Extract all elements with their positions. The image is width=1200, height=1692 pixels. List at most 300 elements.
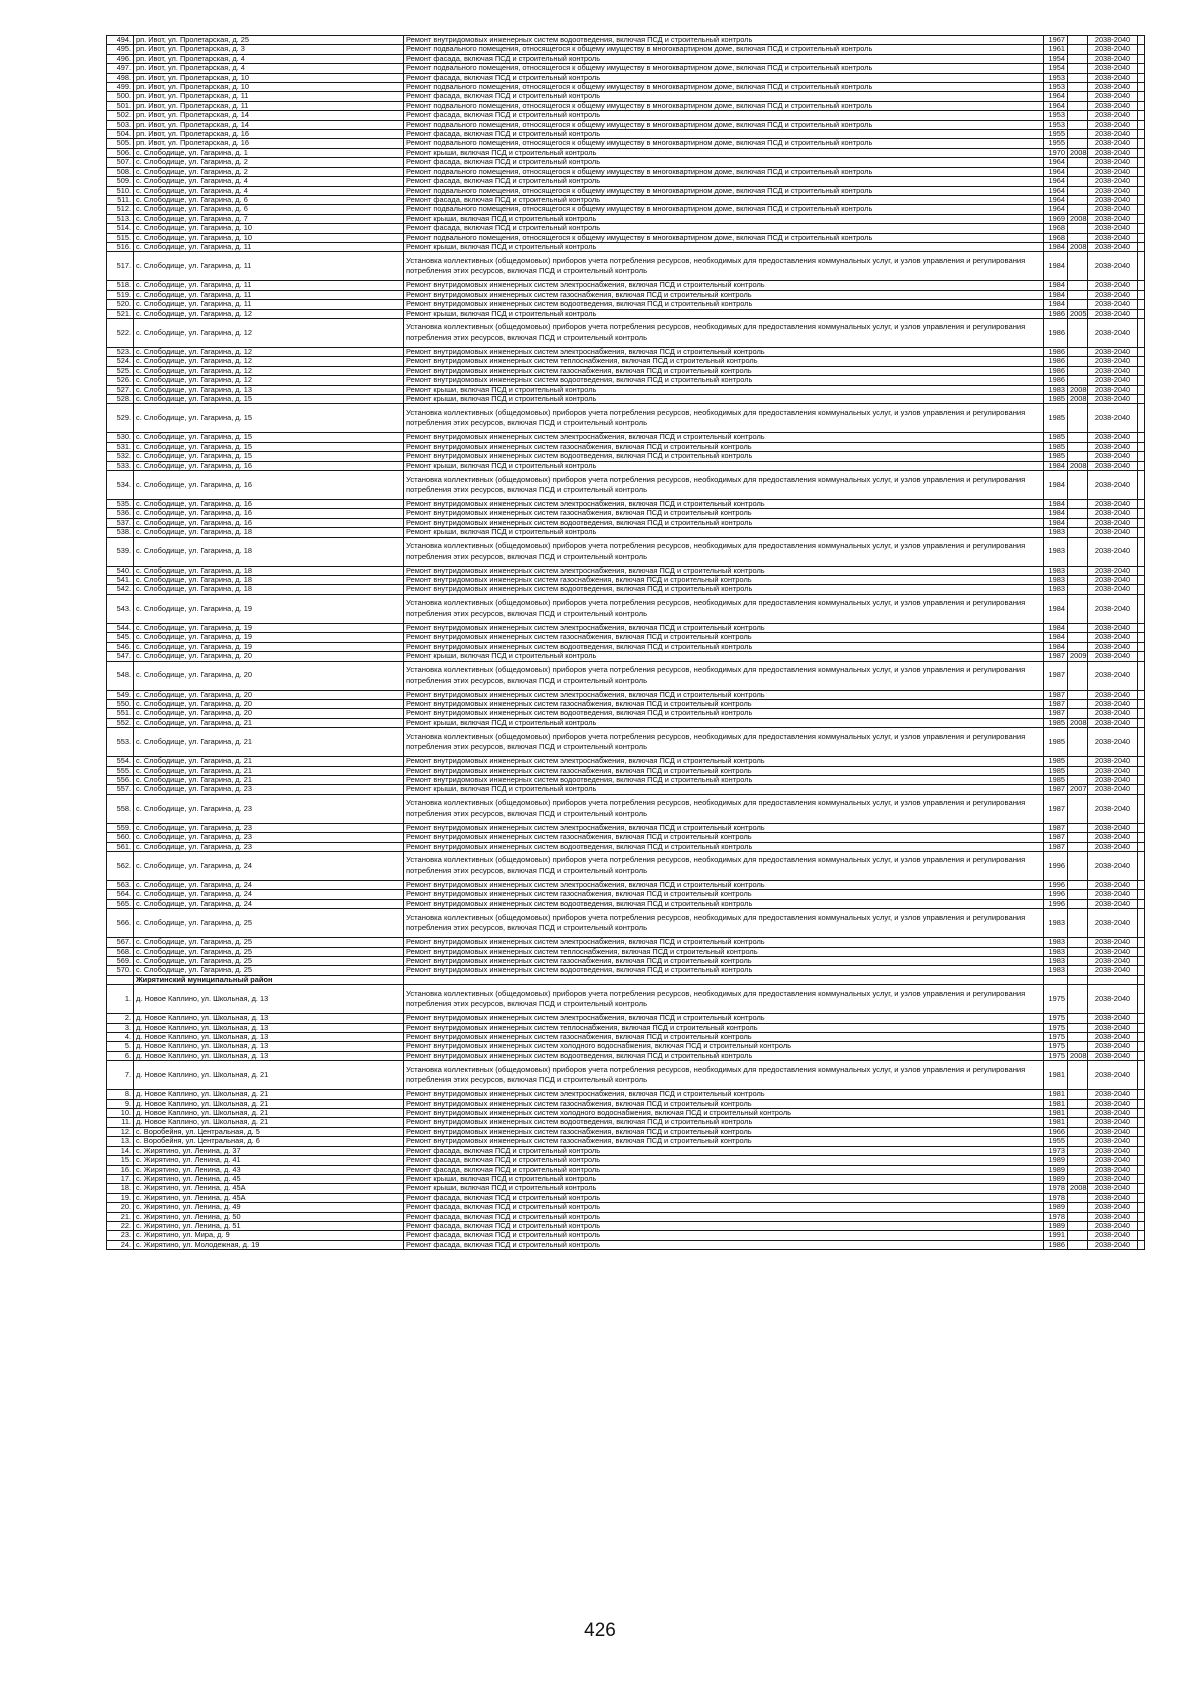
address-cell: с. Слободище, ул. Гагарина, д. 15 — [134, 395, 404, 404]
planned-period-cell: 2038-2040 — [1088, 101, 1138, 110]
planned-period-cell: 2038-2040 — [1088, 366, 1138, 375]
planned-period-cell: 2038-2040 — [1088, 64, 1138, 73]
spacer-cell — [1138, 537, 1145, 566]
build-year-cell: 1984 — [1044, 252, 1068, 281]
spacer-cell — [1138, 224, 1145, 233]
address-cell: с. Слободище, ул. Гагарина, д. 20 — [134, 652, 404, 661]
last-repair-year-cell — [1068, 224, 1088, 233]
address-cell: с. Слободище, ул. Гагарина, д. 4 — [134, 177, 404, 186]
planned-period-cell: 2038-2040 — [1088, 1137, 1138, 1146]
build-year-cell: 1989 — [1044, 1165, 1068, 1174]
planned-period-cell: 2038-2040 — [1088, 167, 1138, 176]
build-year-cell: 1987 — [1044, 823, 1068, 832]
planned-period-cell: 2038-2040 — [1088, 766, 1138, 775]
build-year-cell: 1987 — [1044, 709, 1068, 718]
row-number: 501. — [107, 101, 134, 110]
planned-period-cell: 2038-2040 — [1088, 1193, 1138, 1202]
row-number: 3. — [107, 1023, 134, 1032]
last-repair-year-cell — [1068, 890, 1088, 899]
build-year-cell: 1966 — [1044, 1127, 1068, 1136]
row-number: 563. — [107, 880, 134, 889]
build-year-cell: 1989 — [1044, 1156, 1068, 1165]
table-row — [107, 1156, 1145, 1165]
address-cell: с. Слободище, ул. Гагарина, д. 21 — [134, 757, 404, 766]
build-year-cell: 1984 — [1044, 281, 1068, 290]
last-repair-year-cell — [1068, 1109, 1088, 1118]
address-cell: с. Слободище, ул. Гагарина, д. 16 — [134, 518, 404, 527]
table-row — [107, 766, 1145, 775]
row-number: 520. — [107, 300, 134, 309]
spacer-cell — [1138, 1137, 1145, 1146]
address-cell: с. Жирятино, ул. Ленина, д. 41 — [134, 1156, 404, 1165]
repair-schedule-table — [106, 35, 1145, 1250]
spacer-cell — [1138, 576, 1145, 585]
spacer-cell — [1138, 833, 1145, 842]
work-type-cell: Ремонт внутридомовых инженерных систем электроснабжения, включая ПСД и строительный контроль — [404, 500, 1044, 509]
row-number: 540. — [107, 566, 134, 575]
planned-period-cell: 2038-2040 — [1088, 1165, 1138, 1174]
table-row — [107, 385, 1145, 394]
planned-period-cell: 2038-2040 — [1088, 309, 1138, 318]
spacer-cell — [1138, 45, 1145, 54]
last-repair-year-cell — [1068, 509, 1088, 518]
work-type-cell: Ремонт внутридомовых инженерных систем водоотведения, включая ПСД и строительный контроль — [404, 642, 1044, 651]
spacer-cell — [1138, 709, 1145, 718]
last-repair-year-cell — [1068, 92, 1088, 101]
last-repair-year-cell — [1068, 500, 1088, 509]
spacer-cell — [1138, 1033, 1145, 1042]
last-repair-year-cell — [1068, 111, 1088, 120]
planned-period-cell: 2038-2040 — [1088, 899, 1138, 908]
spacer-cell — [1138, 890, 1145, 899]
table-row — [107, 775, 1145, 784]
planned-period-cell: 2038-2040 — [1088, 224, 1138, 233]
build-year-cell: 1983 — [1044, 385, 1068, 394]
address-cell: с. Слободище, ул. Гагарина, д. 12 — [134, 347, 404, 356]
row-number: 567. — [107, 938, 134, 947]
table-row — [107, 290, 1145, 299]
work-type-cell: Ремонт фасада, включая ПСД и строительный контроль — [404, 195, 1044, 204]
address-cell: с. Слободище, ул. Гагарина, д. 10 — [134, 224, 404, 233]
section-header-row — [107, 975, 1145, 984]
row-number: 529. — [107, 404, 134, 433]
build-year-cell: 1996 — [1044, 880, 1068, 889]
table-row — [107, 471, 1145, 500]
row-number: 543. — [107, 594, 134, 623]
address-cell: рп. Ивот, ул. Пролетарская, д. 16 — [134, 130, 404, 139]
planned-period-cell: 2038-2040 — [1088, 851, 1138, 880]
table-row — [107, 851, 1145, 880]
row-number: 4. — [107, 1033, 134, 1042]
spacer-cell — [1138, 1184, 1145, 1193]
planned-period-cell: 2038-2040 — [1088, 566, 1138, 575]
table-row — [107, 1203, 1145, 1212]
last-repair-year-cell — [1068, 794, 1088, 823]
spacer-cell — [1138, 92, 1145, 101]
spacer-cell — [1138, 130, 1145, 139]
address-cell: с. Слободище, ул. Гагарина, д. 15 — [134, 404, 404, 433]
last-repair-year-cell — [1068, 36, 1088, 45]
row-number: 498. — [107, 73, 134, 82]
planned-period-cell: 2038-2040 — [1088, 1221, 1138, 1230]
address-cell: рп. Ивот, ул. Пролетарская, д. 25 — [134, 36, 404, 45]
table-row — [107, 1231, 1145, 1240]
work-type-cell: Ремонт крыши, включая ПСД и строительный контроль — [404, 652, 1044, 661]
row-number: 545. — [107, 633, 134, 642]
table-row — [107, 73, 1145, 82]
work-type-cell: Ремонт внутридомовых инженерных систем электроснабжения, включая ПСД и строительный контроль — [404, 566, 1044, 575]
row-number: 517. — [107, 252, 134, 281]
row-number: 510. — [107, 186, 134, 195]
planned-period-cell: 2038-2040 — [1088, 594, 1138, 623]
row-number: 556. — [107, 775, 134, 784]
work-type-cell: Ремонт крыши, включая ПСД и строительный контроль — [404, 461, 1044, 470]
row-number: 8. — [107, 1090, 134, 1099]
address-cell: д. Новое Каплино, ул. Школьная, д. 21 — [134, 1118, 404, 1127]
work-type-cell: Ремонт внутридомовых инженерных систем водоотведения, включая ПСД и строительный контроль — [404, 300, 1044, 309]
work-type-cell: Ремонт внутридомовых инженерных систем газоснабжения, включая ПСД и строительный контроль — [404, 833, 1044, 842]
planned-period-cell — [1088, 975, 1138, 984]
row-number: 512. — [107, 205, 134, 214]
work-type-cell: Ремонт внутридомовых инженерных систем водоотведения, включая ПСД и строительный контроль — [404, 585, 1044, 594]
address-cell: рп. Ивот, ул. Пролетарская, д. 11 — [134, 92, 404, 101]
row-number: 495. — [107, 45, 134, 54]
table-row — [107, 1127, 1145, 1136]
build-year-cell: 1954 — [1044, 54, 1068, 63]
work-type-cell: Установка коллективных (общедомовых) приборов учета потребления ресурсов, необходимых для предоставления коммунальных услуг, и узлов управления и регулирования потребления этих ресурсов, включая ПСД и строительный контроль — [404, 985, 1044, 1014]
work-type-cell: Ремонт крыши, включая ПСД и строительный контроль — [404, 148, 1044, 157]
build-year-cell: 1989 — [1044, 1203, 1068, 1212]
work-type-cell: Ремонт внутридомовых инженерных систем электроснабжения, включая ПСД и строительный контроль — [404, 281, 1044, 290]
table-row — [107, 1193, 1145, 1202]
spacer-cell — [1138, 186, 1145, 195]
build-year-cell: 1978 — [1044, 1193, 1068, 1202]
table-row — [107, 83, 1145, 92]
address-cell: с. Слободище, ул. Гагарина, д. 11 — [134, 281, 404, 290]
build-year-cell: 1975 — [1044, 1023, 1068, 1032]
table-row — [107, 281, 1145, 290]
last-repair-year-cell — [1068, 167, 1088, 176]
work-type-cell: Ремонт подвального помещения, относящегося к общему имуществу в многоквартирном доме, включая ПСД и строительный контроль — [404, 186, 1044, 195]
planned-period-cell: 2038-2040 — [1088, 938, 1138, 947]
work-type-cell: Ремонт фасада, включая ПСД и строительный контроль — [404, 111, 1044, 120]
table-row — [107, 957, 1145, 966]
address-cell: рп. Ивот, ул. Пролетарская, д. 11 — [134, 101, 404, 110]
build-year-cell: 1984 — [1044, 633, 1068, 642]
last-repair-year-cell — [1068, 186, 1088, 195]
spacer-cell — [1138, 690, 1145, 699]
row-number: 7. — [107, 1061, 134, 1090]
address-cell: рп. Ивот, ул. Пролетарская, д. 14 — [134, 120, 404, 129]
build-year-cell: 1961 — [1044, 45, 1068, 54]
address-cell: с. Слободище, ул. Гагарина, д. 12 — [134, 318, 404, 347]
last-repair-year-cell: 2008 — [1068, 461, 1088, 470]
last-repair-year-cell: 2008 — [1068, 385, 1088, 394]
row-number: 570. — [107, 966, 134, 975]
build-year-cell: 1984 — [1044, 471, 1068, 500]
address-cell: рп. Ивот, ул. Пролетарская, д. 4 — [134, 64, 404, 73]
spacer-cell — [1138, 985, 1145, 1014]
last-repair-year-cell — [1068, 130, 1088, 139]
address-cell: с. Слободище, ул. Гагарина, д. 20 — [134, 709, 404, 718]
address-cell: с. Слободище, ул. Гагарина, д. 12 — [134, 376, 404, 385]
spacer-cell — [1138, 1212, 1145, 1221]
build-year-cell: 1987 — [1044, 690, 1068, 699]
spacer-cell — [1138, 947, 1145, 956]
spacer-cell — [1138, 471, 1145, 500]
table-row — [107, 158, 1145, 167]
table-row — [107, 509, 1145, 518]
row-number: 532. — [107, 452, 134, 461]
planned-period-cell: 2038-2040 — [1088, 45, 1138, 54]
table-row — [107, 833, 1145, 842]
address-cell: с. Жирятино, ул. Ленина, д. 51 — [134, 1221, 404, 1230]
planned-period-cell: 2038-2040 — [1088, 139, 1138, 148]
address-cell: с. Слободище, ул. Гагарина, д. 7 — [134, 214, 404, 223]
work-type-cell: Ремонт подвального помещения, относящегося к общему имуществу в многоквартирном доме, включая ПСД и строительный контроль — [404, 233, 1044, 242]
table-row — [107, 92, 1145, 101]
address-cell: д. Новое Каплино, ул. Школьная, д. 21 — [134, 1099, 404, 1108]
table-row — [107, 823, 1145, 832]
table-row — [107, 794, 1145, 823]
build-year-cell: 1967 — [1044, 36, 1068, 45]
table-row — [107, 300, 1145, 309]
row-number: 14. — [107, 1146, 134, 1155]
work-type-cell: Ремонт фасада, включая ПСД и строительный контроль — [404, 158, 1044, 167]
spacer-cell — [1138, 290, 1145, 299]
table-row — [107, 576, 1145, 585]
last-repair-year-cell — [1068, 728, 1088, 757]
build-year-cell: 1991 — [1044, 1231, 1068, 1240]
build-year-cell: 1989 — [1044, 1174, 1068, 1183]
spacer-cell — [1138, 36, 1145, 45]
build-year-cell: 1964 — [1044, 158, 1068, 167]
address-cell: с. Слободище, ул. Гагарина, д. 15 — [134, 433, 404, 442]
address-cell: с. Слободище, ул. Гагарина, д. 20 — [134, 690, 404, 699]
address-cell: с. Слободище, ул. Гагарина, д. 15 — [134, 442, 404, 451]
last-repair-year-cell — [1068, 252, 1088, 281]
work-type-cell: Ремонт внутридомовых инженерных систем электроснабжения, включая ПСД и строительный контроль — [404, 938, 1044, 947]
spacer-cell — [1138, 1023, 1145, 1032]
table-row — [107, 186, 1145, 195]
planned-period-cell: 2038-2040 — [1088, 395, 1138, 404]
work-type-cell: Ремонт внутридомовых инженерных систем водоотведения, включая ПСД и строительный контроль — [404, 842, 1044, 851]
last-repair-year-cell — [1068, 318, 1088, 347]
planned-period-cell: 2038-2040 — [1088, 1156, 1138, 1165]
spacer-cell — [1138, 899, 1145, 908]
build-year-cell: 1985 — [1044, 442, 1068, 451]
build-year-cell: 1986 — [1044, 347, 1068, 356]
table-row — [107, 1023, 1145, 1032]
build-year-cell: 1953 — [1044, 120, 1068, 129]
work-type-cell: Установка коллективных (общедомовых) приборов учета потребления ресурсов, необходимых для предоставления коммунальных услуг, и узлов управления и регулирования потребления этих ресурсов, включая ПСД и строительный контроль — [404, 661, 1044, 690]
spacer-cell — [1138, 148, 1145, 157]
last-repair-year-cell: 2008 — [1068, 718, 1088, 727]
build-year-cell: 1981 — [1044, 1061, 1068, 1090]
last-repair-year-cell — [1068, 45, 1088, 54]
table-row — [107, 709, 1145, 718]
build-year-cell: 1968 — [1044, 233, 1068, 242]
row-number: 549. — [107, 690, 134, 699]
planned-period-cell: 2038-2040 — [1088, 385, 1138, 394]
row-number: 534. — [107, 471, 134, 500]
work-type-cell: Ремонт внутридомовых инженерных систем холодного водоснабжения, включая ПСД и строительный контроль — [404, 1109, 1044, 1118]
build-year-cell: 1981 — [1044, 1099, 1068, 1108]
table-row — [107, 842, 1145, 851]
table-row — [107, 1146, 1145, 1155]
planned-period-cell: 2038-2040 — [1088, 36, 1138, 45]
work-type-cell: Ремонт внутридомовых инженерных систем газоснабжения, включая ПСД и строительный контроль — [404, 442, 1044, 451]
build-year-cell: 1985 — [1044, 452, 1068, 461]
last-repair-year-cell — [1068, 83, 1088, 92]
last-repair-year-cell — [1068, 64, 1088, 73]
spacer-cell — [1138, 318, 1145, 347]
build-year-cell: 1984 — [1044, 623, 1068, 632]
spacer-cell — [1138, 633, 1145, 642]
build-year-cell: 1985 — [1044, 775, 1068, 784]
spacer-cell — [1138, 1042, 1145, 1051]
build-year-cell: 1986 — [1044, 366, 1068, 375]
row-number: 12. — [107, 1127, 134, 1136]
last-repair-year-cell — [1068, 1156, 1088, 1165]
build-year-cell: 1954 — [1044, 64, 1068, 73]
last-repair-year-cell: 2008 — [1068, 148, 1088, 157]
spacer-cell — [1138, 566, 1145, 575]
address-cell: с. Слободище, ул. Гагарина, д. 21 — [134, 718, 404, 727]
spacer-cell — [1138, 975, 1145, 984]
address-cell: с. Жирятино, ул. Ленина, д. 45 — [134, 1174, 404, 1183]
table-row — [107, 518, 1145, 527]
planned-period-cell: 2038-2040 — [1088, 1051, 1138, 1060]
address-cell: с. Слободище, ул. Гагарина, д. 25 — [134, 957, 404, 966]
address-cell: с. Слободище, ул. Гагарина, д. 16 — [134, 509, 404, 518]
row-number: 22. — [107, 1221, 134, 1230]
build-year-cell: 1981 — [1044, 1118, 1068, 1127]
spacer-cell — [1138, 1165, 1145, 1174]
row-number: 16. — [107, 1165, 134, 1174]
build-year-cell: 1964 — [1044, 186, 1068, 195]
address-cell: с. Жирятино, ул. Мира, д. 9 — [134, 1231, 404, 1240]
last-repair-year-cell — [1068, 366, 1088, 375]
table-row — [107, 461, 1145, 470]
build-year-cell: 1978 — [1044, 1212, 1068, 1221]
address-cell: с. Слободище, ул. Гагарина, д. 16 — [134, 461, 404, 470]
spacer-cell — [1138, 433, 1145, 442]
work-type-cell: Установка коллективных (общедомовых) приборов учета потребления ресурсов, необходимых для предоставления коммунальных услуг, и узлов управления и регулирования потребления этих ресурсов, включая ПСД и строительный контроль — [404, 728, 1044, 757]
work-type-cell: Установка коллективных (общедомовых) приборов учета потребления ресурсов, необходимых для предоставления коммунальных услуг, и узлов управления и регулирования потребления этих ресурсов, включая ПСД и строительный контроль — [404, 1061, 1044, 1090]
build-year-cell: 1983 — [1044, 957, 1068, 966]
table-row — [107, 1118, 1145, 1127]
spacer-cell — [1138, 83, 1145, 92]
work-type-cell: Ремонт подвального помещения, относящегося к общему имуществу в многоквартирном доме, включая ПСД и строительный контроль — [404, 205, 1044, 214]
table-row — [107, 1051, 1145, 1060]
address-cell: с. Слободище, ул. Гагарина, д. 19 — [134, 633, 404, 642]
row-number: 558. — [107, 794, 134, 823]
build-year-cell: 1955 — [1044, 1137, 1068, 1146]
row-number: 24. — [107, 1240, 134, 1249]
spacer-cell — [1138, 139, 1145, 148]
last-repair-year-cell — [1068, 1193, 1088, 1202]
planned-period-cell: 2038-2040 — [1088, 290, 1138, 299]
last-repair-year-cell — [1068, 661, 1088, 690]
work-type-cell: Установка коллективных (общедомовых) приборов учета потребления ресурсов, необходимых для предоставления коммунальных услуг, и узлов управления и регулирования потребления этих ресурсов, включая ПСД и строительный контроль — [404, 252, 1044, 281]
build-year-cell: 1975 — [1044, 1051, 1068, 1060]
row-number: 511. — [107, 195, 134, 204]
row-number: 569. — [107, 957, 134, 966]
work-type-cell: Ремонт фасада, включая ПСД и строительный контроль — [404, 1203, 1044, 1212]
address-cell: с. Слободище, ул. Гагарина, д. 18 — [134, 585, 404, 594]
table-body — [107, 36, 1145, 1250]
address-cell: с. Слободище, ул. Гагарина, д. 12 — [134, 366, 404, 375]
last-repair-year-cell — [1068, 357, 1088, 366]
last-repair-year-cell — [1068, 642, 1088, 651]
last-repair-year-cell — [1068, 1221, 1088, 1230]
work-type-cell: Ремонт фасада, включая ПСД и строительный контроль — [404, 1231, 1044, 1240]
last-repair-year-cell — [1068, 195, 1088, 204]
row-number: 508. — [107, 167, 134, 176]
work-type-cell: Ремонт подвального помещения, относящегося к общему имуществу в многоквартирном доме, включая ПСД и строительный контроль — [404, 120, 1044, 129]
last-repair-year-cell — [1068, 1137, 1088, 1146]
address-cell: с. Слободище, ул. Гагарина, д. 23 — [134, 823, 404, 832]
planned-period-cell: 2038-2040 — [1088, 73, 1138, 82]
planned-period-cell: 2038-2040 — [1088, 757, 1138, 766]
planned-period-cell: 2038-2040 — [1088, 699, 1138, 708]
address-cell: с. Жирятино, ул. Ленина, д. 37 — [134, 1146, 404, 1155]
work-type-cell: Ремонт внутридомовых инженерных систем газоснабжения, включая ПСД и строительный контроль — [404, 576, 1044, 585]
spacer-cell — [1138, 73, 1145, 82]
address-cell: с. Слободище, ул. Гагарина, д. 16 — [134, 500, 404, 509]
address-cell: с. Слободище, ул. Гагарина, д. 1 — [134, 148, 404, 157]
spacer-cell — [1138, 252, 1145, 281]
planned-period-cell: 2038-2040 — [1088, 347, 1138, 356]
row-number: 522. — [107, 318, 134, 347]
table-row — [107, 252, 1145, 281]
address-cell: с. Слободище, ул. Гагарина, д. 2 — [134, 167, 404, 176]
table-row — [107, 757, 1145, 766]
work-type-cell: Ремонт крыши, включая ПСД и строительный контроль — [404, 785, 1044, 794]
build-year-cell: 1975 — [1044, 1033, 1068, 1042]
planned-period-cell: 2038-2040 — [1088, 509, 1138, 518]
address-cell: с. Слободище, ул. Гагарина, д. 19 — [134, 642, 404, 651]
planned-period-cell: 2038-2040 — [1088, 642, 1138, 651]
planned-period-cell: 2038-2040 — [1088, 985, 1138, 1014]
work-type-cell: Ремонт внутридомовых инженерных систем газоснабжения, включая ПСД и строительный контроль — [404, 699, 1044, 708]
build-year-cell: 1983 — [1044, 566, 1068, 575]
table-row — [107, 1240, 1145, 1249]
table-row — [107, 214, 1145, 223]
build-year-cell: 1986 — [1044, 1240, 1068, 1249]
row-number: 539. — [107, 537, 134, 566]
work-type-cell: Ремонт внутридомовых инженерных систем водоотведения, включая ПСД и строительный контроль — [404, 518, 1044, 527]
last-repair-year-cell — [1068, 177, 1088, 186]
spacer-cell — [1138, 957, 1145, 966]
work-type-cell: Ремонт внутридомовых инженерных систем электроснабжения, включая ПСД и строительный контроль — [404, 623, 1044, 632]
build-year-cell: 1964 — [1044, 205, 1068, 214]
build-year-cell: 1964 — [1044, 92, 1068, 101]
table-row — [107, 1061, 1145, 1090]
address-cell: рп. Ивот, ул. Пролетарская, д. 10 — [134, 73, 404, 82]
work-type-cell: Ремонт фасада, включая ПСД и строительный контроль — [404, 92, 1044, 101]
planned-period-cell: 2038-2040 — [1088, 794, 1138, 823]
table-row — [107, 718, 1145, 727]
build-year-cell: 1983 — [1044, 537, 1068, 566]
row-number: 518. — [107, 281, 134, 290]
spacer-cell — [1138, 158, 1145, 167]
row-number: 519. — [107, 290, 134, 299]
address-cell: д. Новое Каплино, ул. Школьная, д. 13 — [134, 1014, 404, 1023]
row-number: 516. — [107, 242, 134, 251]
spacer-cell — [1138, 281, 1145, 290]
